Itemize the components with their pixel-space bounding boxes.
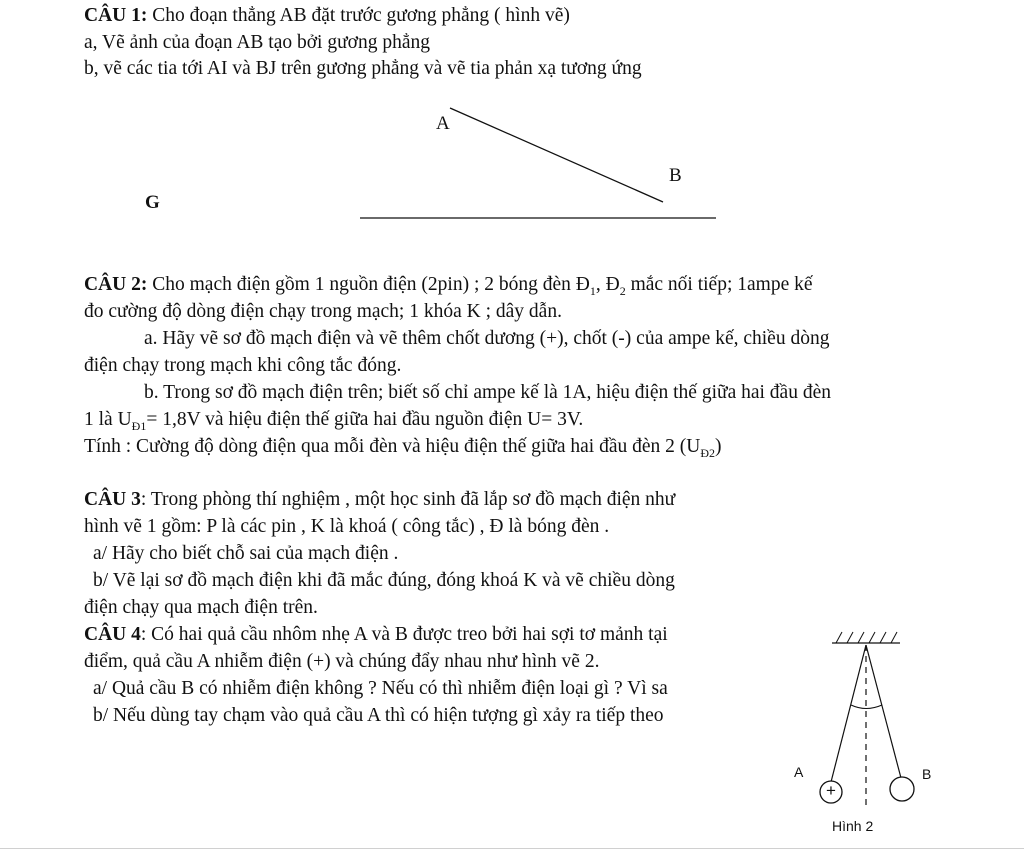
q1-intro: Cho đoạn thẳng AB đặt trước gương phẳng ( hình vẽ) (147, 5, 570, 26)
plus-charge-icon: + (826, 781, 836, 800)
q2-line1-post: mắc nối tiếp; 1ampe kế (625, 274, 813, 295)
q1-label: CÂU 1: (84, 5, 148, 26)
q2-line2: đo cường độ dòng điện chạy trong mạch; 1 khóa K ; dây dẫn. (84, 301, 562, 322)
q2-part-a-line2: điện chạy trong mạch khi công tắc đóng. (84, 355, 402, 376)
q4-label: CÂU 4 (84, 624, 141, 645)
figure-2-caption: Hình 2 (832, 818, 874, 834)
q4-line1: : Có hai quả cầu nhôm nhẹ A và B được treo bởi hai sợi tơ mảnh tại (140, 624, 668, 645)
sphere-b (890, 777, 914, 801)
q2-b2-pre: 1 là U (84, 409, 132, 430)
q2-c-post: ) (715, 436, 722, 457)
point-b-label: B (669, 165, 682, 186)
q3-label: CÂU 3 (84, 489, 141, 510)
q2-line1-mid: , Đ (595, 274, 620, 295)
q4-part-b: b/ Nếu dùng tay chạm vào quả cầu A thì có hiện tượng gì xảy ra tiếp theo (93, 705, 664, 726)
q2-b2-sub: Đ1 (131, 418, 147, 433)
q1-part-b: b, vẽ các tia tới AI và BJ trên gương phẳng và vẽ tia phản xạ tương ứng (84, 58, 642, 79)
q2-b2-post: = 1,8V và hiệu điện thế giữa hai đầu nguồn điện U= 3V. (146, 409, 584, 430)
q1-part-a: a, Vẽ ảnh của đoạn AB tạo bởi gương phẳng (84, 32, 431, 53)
q2-c-pre: Tính : Cường độ dòng điện qua mỗi đèn và hiệu điện thế giữa hai đầu đèn 2 (U (84, 436, 701, 457)
q3-part-b-line2: điện chạy qua mạch điện trên. (84, 597, 318, 618)
q2-label: CÂU 2: (84, 274, 148, 295)
q2-part-a-line1: a. Hãy vẽ sơ đồ mạch điện và vẽ thêm chốt dương (+), chốt (-) của ampe kế, chiều dòng (144, 328, 830, 349)
q4-part-a: a/ Quả cầu B có nhiễm điện không ? Nếu có thì nhiễm điện loại gì ? Vì sa (93, 678, 668, 699)
q2-sub2: 2 (619, 283, 626, 298)
q3-part-a: a/ Hãy cho biết chỗ sai của mạch điện . (93, 543, 399, 564)
q2-part-b-line1: b. Trong sơ đồ mạch điện trên; biết số chỉ ampe kế là 1A, hiệu điện thế giữa hai đầu đèn (144, 382, 831, 403)
thread-a (831, 645, 866, 782)
q3-line2: hình vẽ 1 gồm: P là các pin , K là khoá ( công tắc) , Đ là bóng đèn . (84, 516, 610, 537)
ceiling-hatch (836, 632, 897, 643)
sphere-b-label: B (922, 766, 932, 782)
q4-line2: điểm, quả cầu A nhiễm điện (+) và chúng đẩy nhau như hình vẽ 2. (84, 651, 600, 672)
sphere-a-label: A (794, 764, 804, 780)
q3-part-b-line1: b/ Vẽ lại sơ đồ mạch điện khi đã mắc đúng, đóng khoá K và vẽ chiều dòng (93, 570, 675, 591)
q3-line1: : Trong phòng thí nghiệm , một học sinh đã lắp sơ đồ mạch điện như (140, 489, 676, 510)
thread-b (866, 645, 901, 778)
q2-line1-pre: Cho mạch điện gồm 1 nguồn điện (2pin) ; 2 bóng đèn Đ (147, 274, 590, 295)
q2-c-sub: Đ2 (700, 445, 715, 460)
page-bottom-rule (0, 848, 1024, 849)
point-a-label: A (436, 113, 450, 134)
mirror-g-label: G (145, 192, 160, 213)
q2-sub1: 1 (589, 283, 596, 298)
